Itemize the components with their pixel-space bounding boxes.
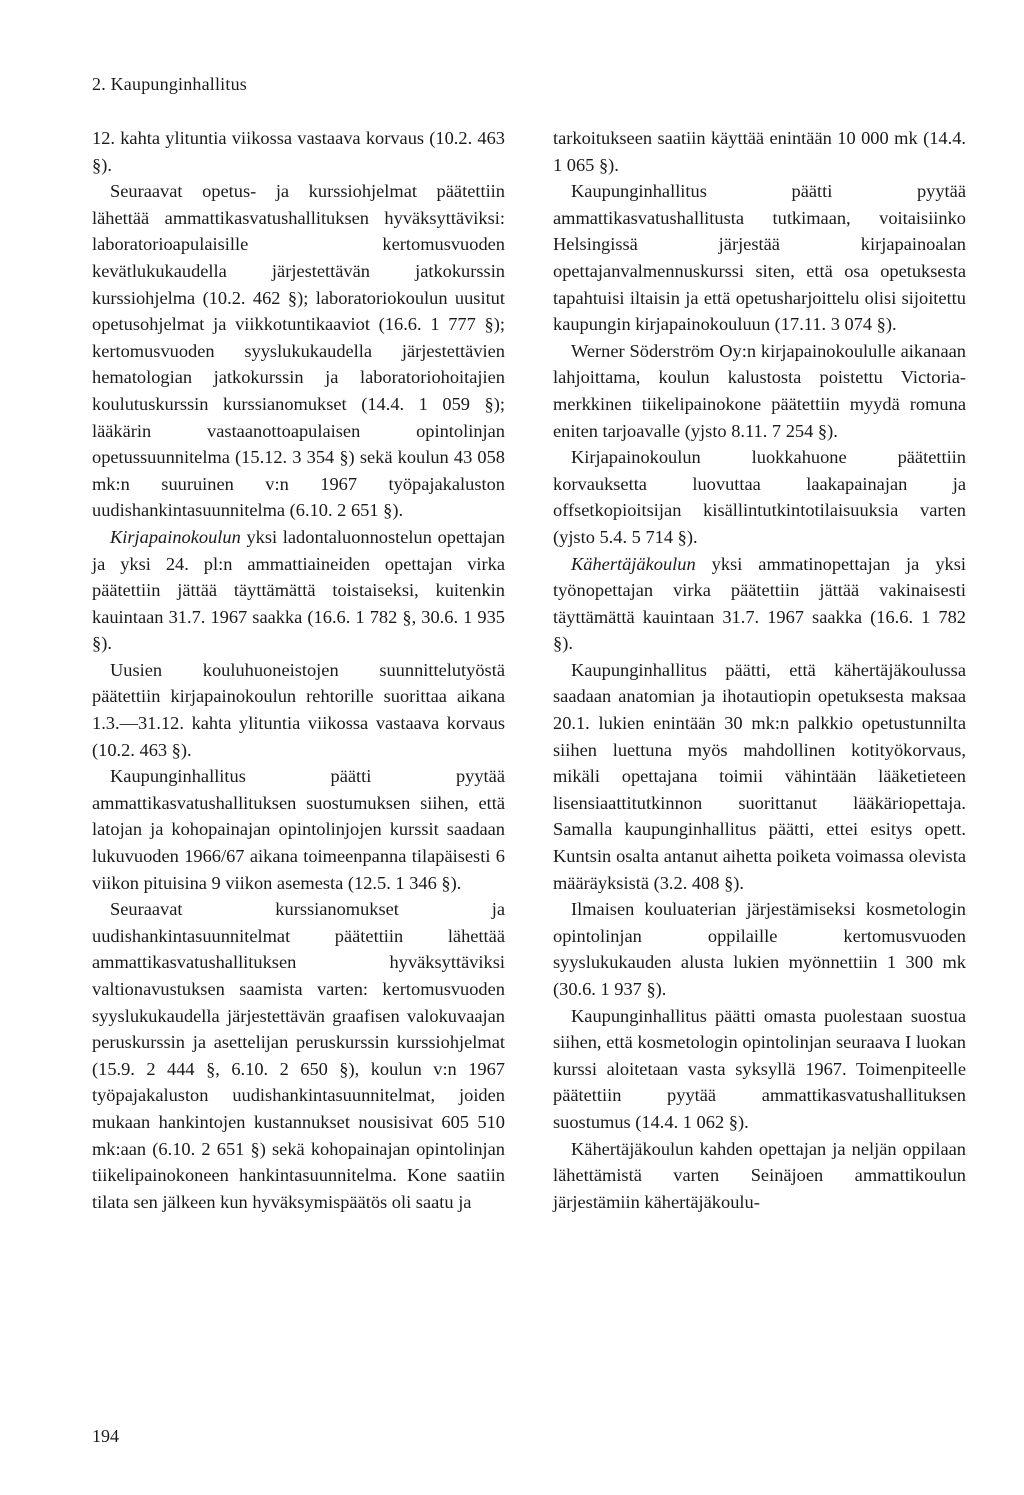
- paragraph: Uusien kouluhuoneistojen suunnittelutyöstä päätettiin kirjapainokoulun rehtorille suorittaa aikana 1.3.—31.12. kahta ylituntia viikossa vastaava korvaus (10.2. 463 §).: [92, 659, 505, 760]
- paragraph: Kaupunginhallitus päätti, että kähertäjäkoulussa saadaan anatomian ja ihotautiopin opetuksesta maksaa 20.1. lukien enintään 30 mk:n palkkio opetustunnilta siihen luettuna myös mahdollinen kotityökorvaus, mikäli opettajana toimii vähintään lääketieteen lisensiaattitutkinnon suorittanut lääkäriopettaja. Samalla kaupunginhallitus päätti, ettei esitys opett. Kuntsin osalta antanut aihetta poiketa voimassa olevista määräyksistä (3.2. 408 §).: [553, 659, 966, 893]
- paragraph: Kirjapainokoulun luokkahuone päätettiin korvauksetta luovuttaa laakapainajan ja offsetkopioitsijan kisällintutkintotilaisuuksia varten (yjsto 5.4. 5 714 §).: [553, 447, 966, 547]
- paragraph: tarkoitukseen saatiin käyttää enintään 10 000 mk (14.4. 1 065 §).: [553, 128, 966, 175]
- section-lead-term: Kähertäjäkoulun: [571, 553, 696, 574]
- paragraph: 12. kahta ylituntia viikossa vastaava korvaus (10.2. 463 §).: [92, 128, 505, 175]
- paragraph: [553, 551, 966, 657]
- paragraph-text: yksi ladontaluonnostelun opettajan ja yksi 24. pl:n ammattiaineiden opettajan virka päätettiin jättää täyttämättä toistaiseksi, kuitenkin kauintaan 31.7. 1967 saakka (16.6. 1 782 §, 30.6. 1 935 §).: [92, 526, 505, 654]
- section-lead-term: Kirjapainokoulun: [110, 526, 241, 547]
- paragraph-text: yksi ammatinopettajan ja yksi työnopettajan virka päätettiin jättää vakinaisesti täyttämättä kauintaan 31.7. 1967 saakka (16.6. 1 782 §).: [553, 553, 966, 654]
- page-number: 194: [92, 1426, 119, 1446]
- right-column: [553, 125, 966, 1215]
- paragraph: Seuraavat opetus- ja kurssiohjelmat päätettiin lähettää ammattikasvatushallituksen hyväksyttäviksi: laboratorioapulaisille kertomusvuoden kevätlukukaudella järjestettävän jatkokurssin kurssiohjelma (10.2. 462 §); laboratoriokoulun uusitut opetusohjelmat ja viikkotuntikaaviot (16.6. 1 777 §); kertomusvuoden syyslukukaudella järjestettävien hematologian jatkokurssin ja laboratoriohoitajien koulutuskurssin kurssianomukset (14.4. 1 059 §); lääkärin vastaanottoapulaisen opintolinjan opetussuunnitelma (15.12. 3 354 §) sekä koulun 43 058 mk:n suuruinen v:n 1967 työpajakaluston uudishankintasuunnitelma (6.10. 2 651 §).: [92, 181, 505, 521]
- paragraph: Ilmaisen kouluaterian järjestämiseksi kosmetologin opintolinjan oppilaille kertomusvuoden syyslukukauden alusta lukien myönnettiin 1 300 mk (30.6. 1 937 §).: [553, 899, 966, 999]
- paragraph: Kaupunginhallitus päätti pyytää ammattikasvatushallituksen suostumuksen siihen, että latojan ja kohopainajan opintolinjojen kurssit saadaan lukuvuoden 1966/67 aikana toimeenpanna tilapäisesti 6 viikon pituisina 9 viikon asemesta (12.5. 1 346 §).: [92, 766, 505, 893]
- left-column: [92, 125, 505, 1215]
- paragraph: Kaupunginhallitus päätti omasta puolestaan suostua siihen, että kosmetologin opintolinjan seuraava I luokan kurssi aloitetaan vasta syksyllä 1967. Toimenpiteelle päätettiin pyytää ammattikasvatushallituksen suostumus (14.4. 1 062 §).: [553, 1005, 966, 1132]
- paragraph: Kaupunginhallitus päätti pyytää ammattikasvatushallitusta tutkimaan, voitaisiinko Helsingissä järjestää kirjapainoalan opettajanvalmennuskurssi siten, että osa opetuksesta tapahtuisi iltaisin ja että opetusharjoittelu olisi sijoitettu kaupungin kirjapainokouluun (17.11. 3 074 §).: [553, 181, 966, 335]
- paragraph: [92, 524, 505, 657]
- paragraph: Seuraavat kurssianomukset ja uudishankintasuunnitelmat päätettiin lähettää ammattikasvatushallituksen hyväksyttäviksi valtionavustuksen saamista varten: kertomusvuoden syyslukukaudella järjestettävän graafisen valokuvaajan peruskurssin ja asettelijan peruskurssin kurssiohjelmat (15.9. 2 444 §, 6.10. 2 650 §), koulun v:n 1967 työpajakaluston uudishankintasuunnitelmat, joiden mukaan hankintojen kustannukset nousisivat 605 510 mk:aan (6.10. 2 651 §) sekä kohopainajan opintolinjan tiikelipainokoneen hankintasuunnitelma. Kone saatiin tilata sen jälkeen kun hyväksymispäätös oli saatu ja: [92, 899, 505, 1212]
- running-title: 2. Kaupunginhallitus: [92, 74, 247, 94]
- paragraph: Kähertäjäkoulun kahden opettajan ja neljän oppilaan lähettämistä varten Seinäjoen ammattikoulun järjestämiin kähertäjäkoulu-: [553, 1138, 966, 1212]
- paragraph: Werner Söderström Oy:n kirjapainokoululle aikanaan lahjoittama, koulun kalustosta poistettu Victoria-merkkinen tiikelipainokone päätettiin myydä romuna eniten tarjoavalle (yjsto 8.11. 7 254 §).: [553, 340, 966, 441]
